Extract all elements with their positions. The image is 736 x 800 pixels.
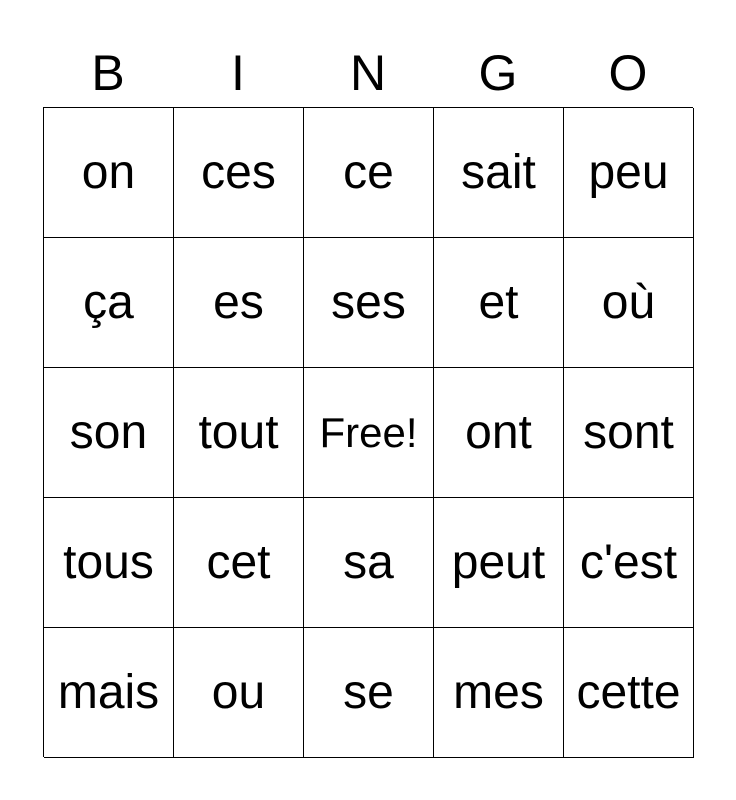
bingo-cell[interactable]: sont [564, 368, 694, 498]
bingo-cell[interactable]: cette [564, 628, 694, 758]
bingo-cell[interactable]: sait [434, 108, 564, 238]
bingo-header [43, 40, 693, 106]
bingo-cell[interactable]: es [174, 238, 304, 368]
header-letter-o: O [608, 45, 648, 101]
bingo-cell[interactable]: peut [434, 498, 564, 628]
bingo-cell[interactable]: ses [304, 238, 434, 368]
bingo-cell[interactable]: et [434, 238, 564, 368]
header-letter-g: G [478, 45, 518, 101]
bingo-cell[interactable]: tout [174, 368, 304, 498]
bingo-cell[interactable]: cet [174, 498, 304, 628]
bingo-cell[interactable]: mes [434, 628, 564, 758]
free-space-cell[interactable]: Free! [304, 368, 434, 498]
header-letter-i: I [231, 45, 245, 101]
bingo-cell[interactable]: ont [434, 368, 564, 498]
bingo-cell[interactable]: tous [44, 498, 174, 628]
header-letter-n: N [349, 45, 387, 101]
bingo-cell[interactable]: ces [174, 108, 304, 238]
bingo-cell[interactable]: peu [564, 108, 694, 238]
bingo-cell[interactable]: ce [304, 108, 434, 238]
header-letter-b: B [91, 45, 125, 101]
bingo-cell[interactable]: ça [44, 238, 174, 368]
bingo-cell[interactable]: ou [174, 628, 304, 758]
bingo-cell[interactable]: c'est [564, 498, 694, 628]
bingo-cell[interactable]: où [564, 238, 694, 368]
bingo-cell[interactable]: on [44, 108, 174, 238]
bingo-cell[interactable]: sa [304, 498, 434, 628]
bingo-cell[interactable]: mais [44, 628, 174, 758]
bingo-grid [43, 107, 693, 757]
bingo-cell[interactable]: son [44, 368, 174, 498]
bingo-cell[interactable]: se [304, 628, 434, 758]
